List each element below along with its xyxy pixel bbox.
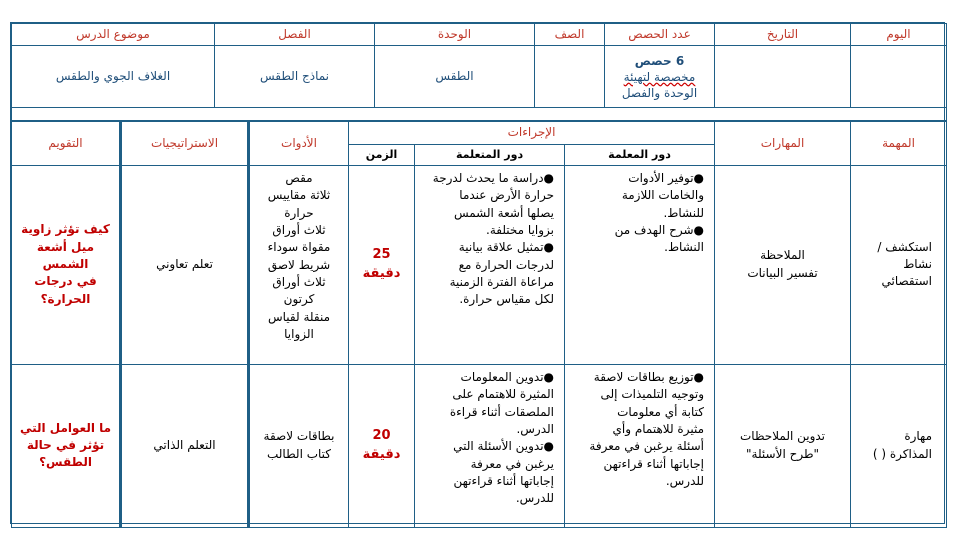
header-tools: الأدوات — [249, 122, 349, 165]
header-date: التاريخ — [715, 24, 851, 46]
procedures-table — [11, 121, 947, 527]
header-topic: موضوع الدرس — [12, 24, 215, 46]
value-chapter: نماذج الطقس — [215, 46, 375, 108]
row2-task: مهارة المذاكرة ( ) — [851, 364, 947, 527]
header-day: اليوم — [851, 24, 947, 46]
value-grade — [535, 46, 605, 108]
lesson-info-table — [11, 23, 947, 121]
table-row — [12, 165, 947, 364]
header-grade: الصف — [535, 24, 605, 46]
header-strategies: الاستراتيجيات — [121, 122, 249, 165]
value-date — [715, 46, 851, 108]
row1-time: 25 دقيقة — [349, 165, 415, 364]
row2-strategy: التعلم الذاتي — [121, 364, 249, 527]
header-student-role: دور المتعلمة — [415, 144, 565, 165]
header-skills: المهارات — [715, 122, 851, 165]
header-evaluation: التقويم — [12, 122, 121, 165]
row1-tools: مقص ثلاثة مقاييس حرارة ثلاث أوراق مقواة سوداء شريط لاصق ثلاث أوراق كرتون منقلة لقياس الزوايا — [249, 165, 349, 364]
header-sessions: عدد الحصص — [605, 24, 715, 46]
sessions-count: 6 حصص — [634, 53, 685, 68]
row1-student-role: ●دراسة ما يحدث لدرجة حرارة الأرض عندما يصلها أشعة الشمس بزوايا مختلفة. ●تمثيل علاقة بيانية لدرجات الحرارة مع مراعاة الفترة الزمنية لكل مقياس حرارة. — [415, 165, 565, 364]
row2-tools: بطاقات لاصقة كتاب الطالب — [249, 364, 349, 527]
value-topic: الغلاف الجوي والطقس — [12, 46, 215, 108]
header-procedures: الإجراءات — [349, 122, 715, 144]
row2-skills: تدوين الملاحظات "طرح الأسئلة" — [715, 364, 851, 527]
row1-skills: الملاحظة تفسير البيانات — [715, 165, 851, 364]
table-row — [12, 364, 947, 527]
row2-time: 20 دقيقة — [349, 364, 415, 527]
row2-evaluation: ما العوامل التي تؤثر في حالة الطقس؟ — [12, 364, 121, 527]
row2-student-role: ●تدوين المعلومات المثيرة للاهتمام على الملصقات أثناء قراءة الدرس. ●تدوين الأسئلة التي يرغبن في معرفة إجاباتها أثناء قراءتهن للدرس. — [415, 364, 565, 527]
row2-teacher-role: ●توزيع بطاقات لاصقة وتوجيه التلميذات إلى كتابة أي معلومات مثيرة للاهتمام وأي أسئلة يرغبن في معرفة إجاباتها أثناء قراءتهن للدرس. — [565, 364, 715, 527]
value-sessions — [605, 46, 715, 108]
row1-strategy: تعلم تعاوني — [121, 165, 249, 364]
header-task: المهمة — [851, 122, 947, 165]
sessions-note-1: مخصصة لتهيئة — [623, 69, 696, 84]
header-teacher-role: دور المعلمة — [565, 144, 715, 165]
row1-task: استكشف / نشاط استقصائي — [851, 165, 947, 364]
sessions-note-2: الوحدة والفصل — [621, 85, 698, 100]
row1-teacher-role: ●توفير الأدوات والخامات اللازمة للنشاط. ●شرح الهدف من النشاط. — [565, 165, 715, 364]
header-time: الزمن — [349, 144, 415, 165]
lesson-plan-sheet — [10, 22, 945, 524]
value-day — [851, 46, 947, 108]
header-unit: الوحدة — [375, 24, 535, 46]
value-unit: الطقس — [375, 46, 535, 108]
header-chapter: الفصل — [215, 24, 375, 46]
row1-evaluation: كيف تؤثر زاوية ميل أشعة الشمس في درجات الحرارة؟ — [12, 165, 121, 364]
